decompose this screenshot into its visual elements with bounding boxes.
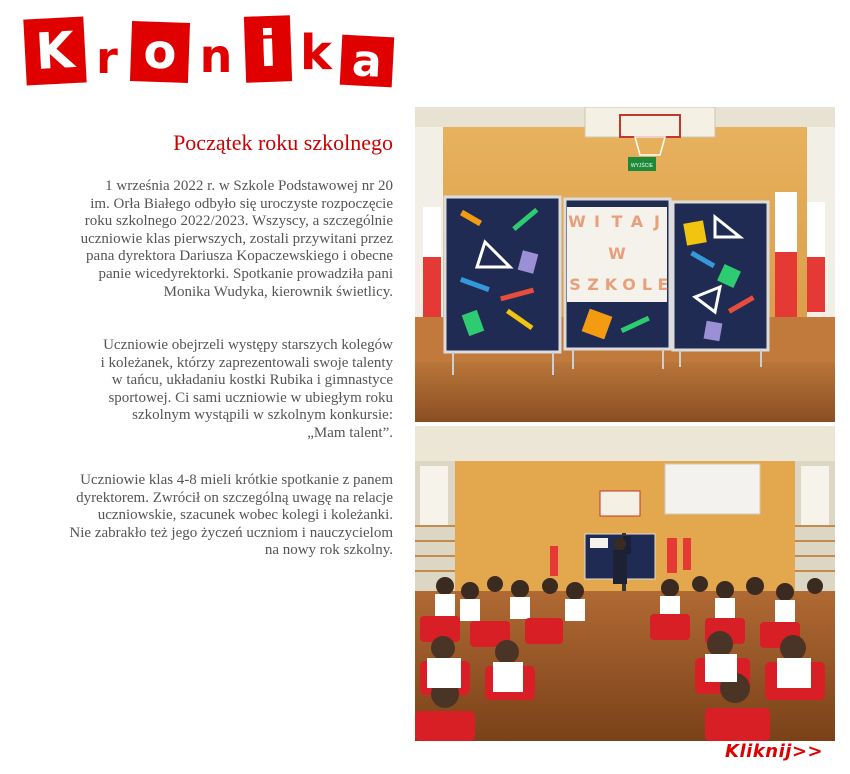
text-line: „Mam talent”. — [307, 424, 393, 441]
text-line: uczniowie klas pierwszych, zostali przywitani przez — [80, 230, 393, 247]
logo-tile-a: a — [340, 35, 395, 88]
text-line: na nowy rok szkolny. — [264, 542, 393, 559]
board-letter: T — [611, 212, 623, 231]
text-line: roku szkolnego 2022/2023. Wszyscy, a szczególnie — [84, 213, 393, 230]
text-line: Monika Wudyka, kierownik świetlicy. — [163, 283, 393, 300]
photo-welcome-boards-image — [415, 107, 835, 422]
board-letter: I — [594, 212, 600, 231]
board-letter: Z — [587, 275, 599, 294]
text-line: uczniowskie, szacunek wobec kolegi i koleżanki. — [97, 507, 393, 524]
photo-welcome-boards[interactable] — [415, 107, 835, 422]
logo-tile-k: K — [23, 16, 86, 85]
photo-assembly[interactable] — [415, 426, 835, 741]
text-line: w tańcu, układaniu kostki Rubika i gimnastyce — [111, 372, 393, 389]
text-line: sportowej. Ci sami uczniowie w ubiegłym roku — [108, 389, 393, 406]
board-letter: W — [608, 244, 626, 263]
article-paragraph-3 — [30, 472, 393, 560]
board-letter: J — [654, 212, 660, 231]
text-line: Uczniowie klas 4-8 mieli krótkie spotkanie z panem — [80, 472, 393, 488]
text-line: 1 września 2022 r. w Szkole Podstawowej nr 20 — [105, 178, 393, 194]
logo-tile-k2: k — [300, 25, 332, 81]
board-letter: W — [568, 212, 586, 231]
logo-tile-n: n — [199, 29, 233, 83]
article-title: Początek roku szkolnego — [173, 130, 393, 155]
article-paragraph-1 — [30, 178, 393, 301]
photo-assembly-image — [415, 426, 835, 741]
text-line: Nie zabrakło też jego życzeń uczniom i nauczycielom — [69, 524, 393, 541]
logo-tile-r: r — [96, 32, 118, 84]
text-line: panie wicedyrektorki. Spotkanie prowadziła pani — [98, 265, 393, 282]
text-line: dyrektorem. Zwrócił on szczególną uwagę na relacje — [76, 489, 393, 506]
article-paragraph-2 — [30, 337, 393, 443]
text-line: im. Orła Białego odbyło się uroczyste rozpoczęcie — [90, 195, 393, 212]
more-link[interactable]: Kliknij>> — [725, 741, 824, 762]
board-letter: S — [569, 275, 581, 294]
display-boards — [445, 197, 768, 375]
text-line: szkolnym wystąpili w szkolnym konkursie: — [132, 407, 393, 424]
board-letter: E — [657, 275, 669, 294]
board-letter: A — [630, 212, 644, 231]
text-line: i koleżanek, którzy zaprezentowali swoje talenty — [100, 354, 393, 371]
board-letter: O — [622, 275, 636, 294]
text-line: pana dyrektora Dariusza Kopaczewskiego i obecne — [86, 248, 393, 265]
exit-sign-text: WYJŚCIE — [630, 163, 654, 169]
board-letter: K — [604, 275, 618, 294]
text-line: Uczniowie obejrzeli występy starszych kolegów — [103, 337, 393, 353]
board-letter: L — [641, 275, 653, 294]
logo-tile-o: o — [130, 21, 190, 83]
kronika-logo — [25, 12, 395, 92]
logo-tile-i: i — [244, 15, 292, 83]
